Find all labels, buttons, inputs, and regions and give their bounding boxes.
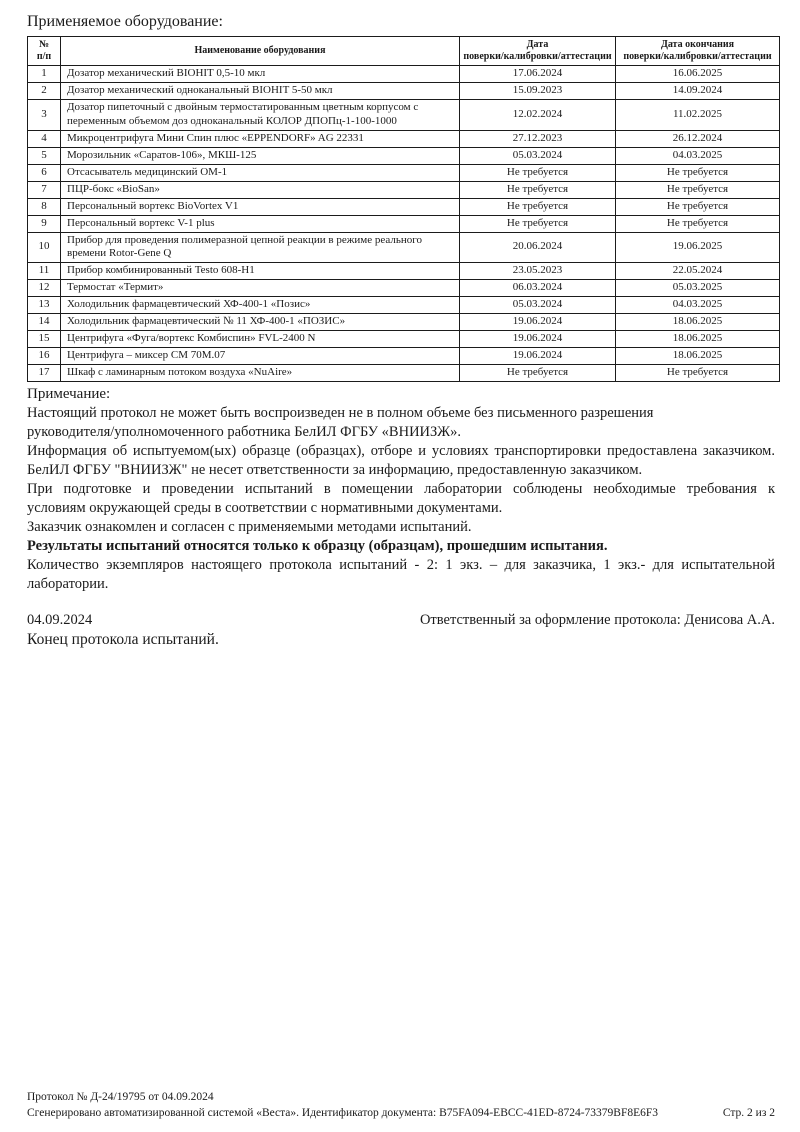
column-header-date-expiry (616, 37, 780, 66)
note-line: руководителя/уполномоченного работника БелИЛ ФГБУ «ВНИИЗЖ». (27, 424, 461, 440)
equipment-expiry-date: 11.02.2025 (616, 100, 780, 131)
equipment-name: Дозатор пипеточный с двойным термостатированным цветным корпусом с переменным объемом доз одноканальный КОЛОР ДПОПц-1-100-1000 (61, 100, 460, 131)
notes-section (27, 385, 775, 594)
equipment-name: Дозатор механический BIOHIT 0,5-10 мкл (61, 66, 460, 83)
table-row (28, 215, 780, 232)
table-row (28, 100, 780, 131)
equipment-name: Центрифуга – миксер СМ 70М.07 (61, 348, 460, 365)
equipment-expiry-date: 05.03.2025 (616, 280, 780, 297)
equipment-row-number: 6 (28, 164, 61, 181)
equipment-expiry-date: 18.06.2025 (616, 348, 780, 365)
table-row (28, 348, 780, 365)
protocol-date: 04.09.2024 (27, 612, 93, 628)
equipment-verification-date: Не требуется (460, 365, 616, 382)
equipment-verification-date: 06.03.2024 (460, 280, 616, 297)
notes-label: Примечание: (27, 386, 111, 402)
equipment-row-number: 7 (28, 181, 61, 198)
equipment-name: Холодильник фармацевтический № 11 ХФ-400-1 «ПОЗИС» (61, 314, 460, 331)
equipment-name: Персональный вортекс BioVortex V1 (61, 198, 460, 215)
note-line: Результаты испытаний относятся только к образцу (образцам), прошедшим испытания. (27, 538, 608, 554)
equipment-verification-date: 27.12.2023 (460, 130, 616, 147)
equipment-name: Термостат «Термит» (61, 280, 460, 297)
equipment-name: Прибор для проведения полимеразной цепной реакции в режиме реального времени Rotor-Gene Q (61, 232, 460, 263)
equipment-expiry-date: Не требуется (616, 365, 780, 382)
equipment-row-number: 12 (28, 280, 61, 297)
equipment-row-number: 13 (28, 297, 61, 314)
equipment-expiry-date: 18.06.2025 (616, 331, 780, 348)
equipment-name: ПЦР-бокс «BioSan» (61, 181, 460, 198)
column-header-num-line1: № (38, 39, 50, 50)
header-row (28, 37, 780, 66)
equipment-verification-date: 17.06.2024 (460, 66, 616, 83)
equipment-verification-date: Не требуется (460, 181, 616, 198)
end-of-protocol-line: Конец протокола испытаний. (27, 631, 219, 648)
equipment-row-number: 5 (28, 147, 61, 164)
equipment-expiry-date: 26.12.2024 (616, 130, 780, 147)
equipment-verification-date: Не требуется (460, 198, 616, 215)
equipment-verification-date: 19.06.2024 (460, 314, 616, 331)
equipment-name: Центрифуга «Фуга/вортекс Комбиспин» FVL-2400 N (61, 331, 460, 348)
footer-generated-text: Сгенерировано автоматизированной системой «Веста». Идентификатор документа: B75FA094-EBCC-41ED-8724-73379BF8E6F3 (27, 1107, 659, 1119)
equipment-row-number: 17 (28, 365, 61, 382)
signoff-row (27, 611, 775, 630)
note-line: Настоящий протокол не может быть воспроизведен не в полном объеме без письменного разрешения (27, 405, 654, 421)
equipment-row-number: 1 (28, 66, 61, 83)
table-row (28, 331, 780, 348)
equipment-row-number: 16 (28, 348, 61, 365)
equipment-row-number: 4 (28, 130, 61, 147)
equipment-expiry-date: 04.03.2025 (616, 297, 780, 314)
equipment-expiry-date: 22.05.2024 (616, 263, 780, 280)
equipment-expiry-date: Не требуется (616, 164, 780, 181)
table-row (28, 198, 780, 215)
note-line: Заказчик ознакомлен и согласен с применяемыми методами испытаний. (27, 519, 472, 535)
responsible-person: Ответственный за оформление протокола: Денисова А.А. (419, 612, 775, 628)
equipment-row-number: 2 (28, 83, 61, 100)
equipment-row-number: 3 (28, 100, 61, 131)
equipment-row-number: 15 (28, 331, 61, 348)
note-line: БелИЛ ФГБУ "ВНИИЗЖ" не несет ответственности за информацию, предоставленную заказчиком. (27, 462, 643, 478)
note-line: Количество экземпляров настоящего протокола испытаний - 2: 1 экз. – для заказчика, 1 экз.- для испытательной (27, 557, 775, 573)
page-title: Применяемое оборудование: (27, 13, 223, 30)
table-row (28, 280, 780, 297)
equipment-name: Дозатор механический одноканальный BIOHIT 5-50 мкл (61, 83, 460, 100)
note-line: условиям окружающей среды в соответствии с нормативными документами. (27, 500, 503, 516)
table-row (28, 365, 780, 382)
column-header-date-expiry-line2: поверки/калибровки/аттестации (623, 51, 772, 62)
equipment-name: Отсасыватель медицинский ОМ-1 (61, 164, 460, 181)
equipment-name: Шкаф с ламинарным потоком воздуха «NuAire» (61, 365, 460, 382)
note-line: При подготовке и проведении испытаний в помещении лаборатории соблюдены необходимые требования к (27, 481, 775, 497)
equipment-verification-date: 19.06.2024 (460, 331, 616, 348)
table-row (28, 130, 780, 147)
equipment-row-number: 8 (28, 198, 61, 215)
equipment-table-body (28, 66, 780, 382)
table-row (28, 263, 780, 280)
equipment-row-number: 14 (28, 314, 61, 331)
equipment-verification-date: 20.06.2024 (460, 232, 616, 263)
table-row (28, 232, 780, 263)
table-row (28, 297, 780, 314)
column-header-name: Наименование оборудования (61, 37, 460, 66)
column-header-num-line2: п/п (36, 51, 52, 62)
equipment-table-head (28, 37, 780, 66)
equipment-row-number: 11 (28, 263, 61, 280)
equipment-verification-date: 12.02.2024 (460, 100, 616, 131)
equipment-expiry-date: 18.06.2025 (616, 314, 780, 331)
equipment-verification-date: Не требуется (460, 164, 616, 181)
equipment-table (27, 36, 780, 382)
equipment-verification-date: 23.05.2023 (460, 263, 616, 280)
note-line: лаборатории. (27, 576, 109, 592)
note-line: Информация об испытуемом(ых) образце (образцах), отборе и условиях транспортировки предоставлена заказчиком. (27, 443, 775, 459)
equipment-expiry-date: Не требуется (616, 181, 780, 198)
table-row (28, 181, 780, 198)
table-row (28, 66, 780, 83)
equipment-name: Прибор комбинированный Testo 608-H1 (61, 263, 460, 280)
table-row (28, 83, 780, 100)
equipment-name: Микроцентрифуга Мини Спин плюс «EPPENDORF» AG 22331 (61, 130, 460, 147)
equipment-verification-date: 19.06.2024 (460, 348, 616, 365)
footer-page-indicator: Стр. 2 из 2 (722, 1107, 775, 1119)
equipment-expiry-date: 19.06.2025 (616, 232, 780, 263)
equipment-row-number: 9 (28, 215, 61, 232)
equipment-verification-date: Не требуется (460, 215, 616, 232)
equipment-name: Холодильник фармацевтический ХФ-400-1 «Позис» (61, 297, 460, 314)
table-row (28, 314, 780, 331)
column-header-date-verification (460, 37, 616, 66)
page-footer (27, 1089, 775, 1121)
equipment-expiry-date: 16.06.2025 (616, 66, 780, 83)
notes-lines (27, 404, 775, 594)
equipment-name: Персональный вортекс V-1 plus (61, 215, 460, 232)
table-row (28, 147, 780, 164)
equipment-expiry-date: 14.09.2024 (616, 83, 780, 100)
equipment-verification-date: 05.03.2024 (460, 147, 616, 164)
column-header-num (28, 37, 61, 66)
column-header-date-expiry-line1: Дата окончания (660, 39, 735, 50)
equipment-expiry-date: Не требуется (616, 215, 780, 232)
footer-protocol-number: Протокол № Д-24/19795 от 04.09.2024 (27, 1091, 214, 1103)
footer-generated-row (27, 1105, 775, 1121)
equipment-row-number: 10 (28, 232, 61, 263)
column-header-date-verification-line1: Дата (526, 39, 549, 50)
equipment-verification-date: 05.03.2024 (460, 297, 616, 314)
table-row (28, 164, 780, 181)
equipment-name: Морозильник «Саратов-106», МКШ-125 (61, 147, 460, 164)
equipment-expiry-date: 04.03.2025 (616, 147, 780, 164)
equipment-expiry-date: Не требуется (616, 198, 780, 215)
equipment-verification-date: 15.09.2023 (460, 83, 616, 100)
column-header-date-verification-line2: поверки/калибровки/аттестации (463, 51, 612, 62)
